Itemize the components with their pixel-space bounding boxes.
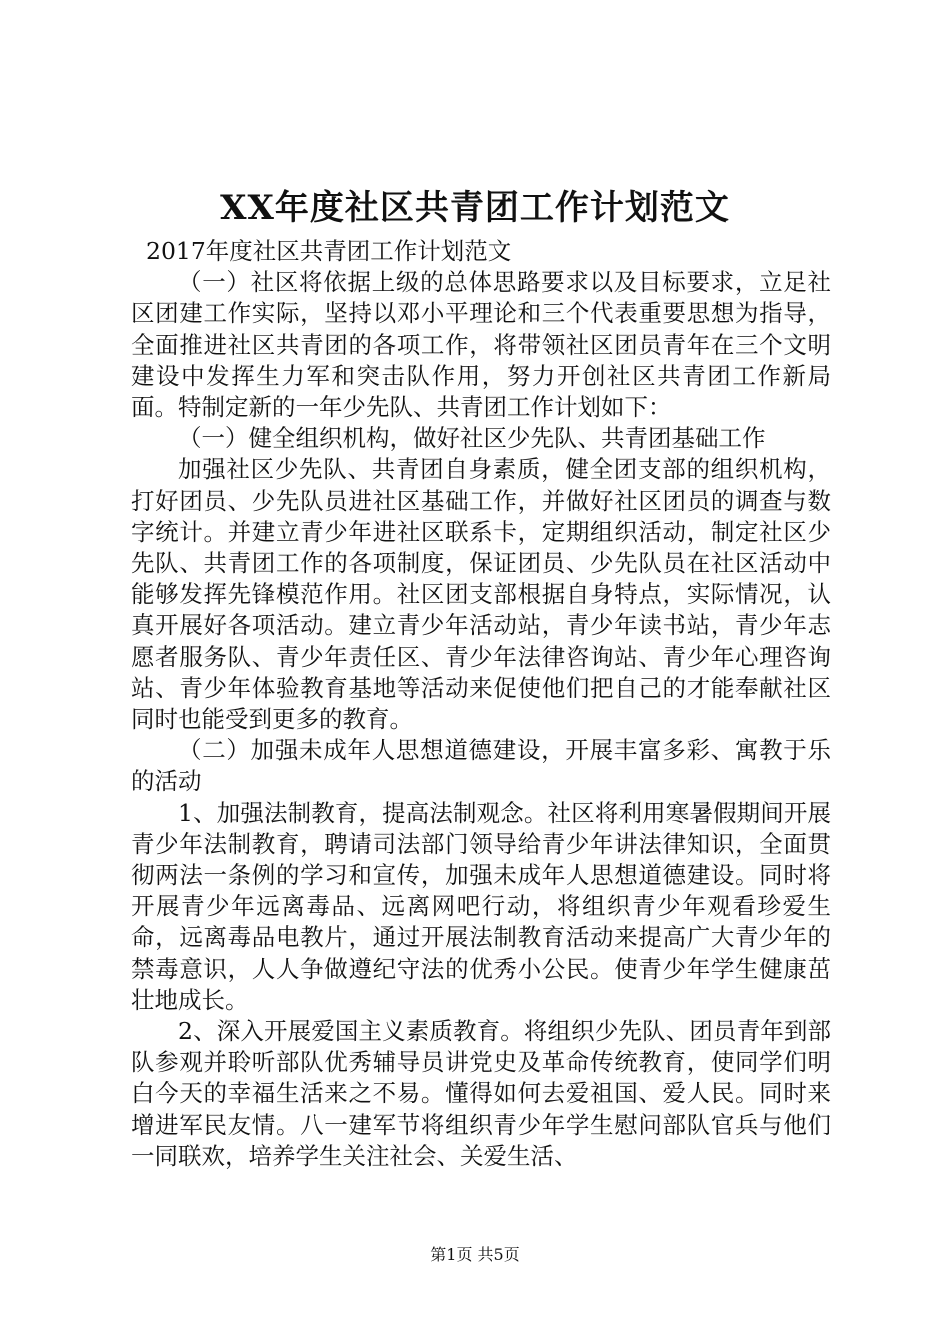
body-paragraph: 加强社区少先队、共青团自身素质，健全团支部的组织机构，打好团员、少先队员进社区基础工作，并做好社区团员的调查与数字统计。并建立青少年进社区联系卡，定期组织活动，制定社区少先队、共青团工作的各项制度，保证团员、少先队员在社区活动中能够发挥先锋模范作用。社区团支部根据自身特点，实际情况，认真开展好各项活动。建立青少年活动站，青少年读书站，青少年志愿者服务队、青少年责任区、青少年法律咨询站、青少年心理咨询站、青少年体验教育基地等活动来促使他们把自己的才能奉献社区同时也能受到更多的教育。 — [131, 455, 831, 734]
section-heading-1: （一）健全组织机构，做好社区少先队、共青团基础工作 — [178, 424, 766, 453]
intro-paragraph: （一）社区将依据上级的总体思路要求以及目标要求，立足社区团建工作实际，坚持以邓小平理论和三个代表重要思想为指导，全面推进社区共青团的各项工作，将带领社区团员青年在三个文明建设中发挥生力军和突击队作用，努力开创社区共青团工作新局面。特制定新的一年少先队、共青团工作计划如下： — [131, 268, 831, 422]
document-body — [131, 236, 831, 1172]
page-footer: 第1页 共5页 — [430, 1245, 520, 1264]
section-heading-2: （二）加强未成年人思想道德建设，开展丰富多彩、寓教于乐的活动 — [131, 736, 831, 796]
document-title: XX年度社区共青团工作计划范文 — [220, 188, 730, 228]
subtitle-paragraph: 2017年度社区共青团工作计划范文 — [146, 237, 512, 265]
body-paragraph: 1、加强法制教育，提高法制观念。社区将利用寒暑假期间开展青少年法制教育，聘请司法部门领导给青少年讲法律知识，全面贯彻两法一条例的学习和宣传，加强未成年人思想道德建设。同时将开展青少年远离毒品、远离网吧行动，将组织青少年观看珍爱生命，远离毒品电教片，通过开展法制教育活动来提高广大青少年的禁毒意识，人人争做遵纪守法的优秀小公民。使青少年学生健康茁壮地成长。 — [131, 798, 831, 1014]
body-paragraph: 2、深入开展爱国主义素质教育。将组织少先队、团员青年到部队参观并聆听部队优秀辅导员讲党史及革命传统教育，使同学们明白今天的幸福生活来之不易。懂得如何去爱祖国、爱人民。同时来增进军民友情。八一建军节将组织青少年学生慰问部队官兵与他们一同联欢，培养学生关注社会、关爱生活、 — [131, 1017, 831, 1170]
